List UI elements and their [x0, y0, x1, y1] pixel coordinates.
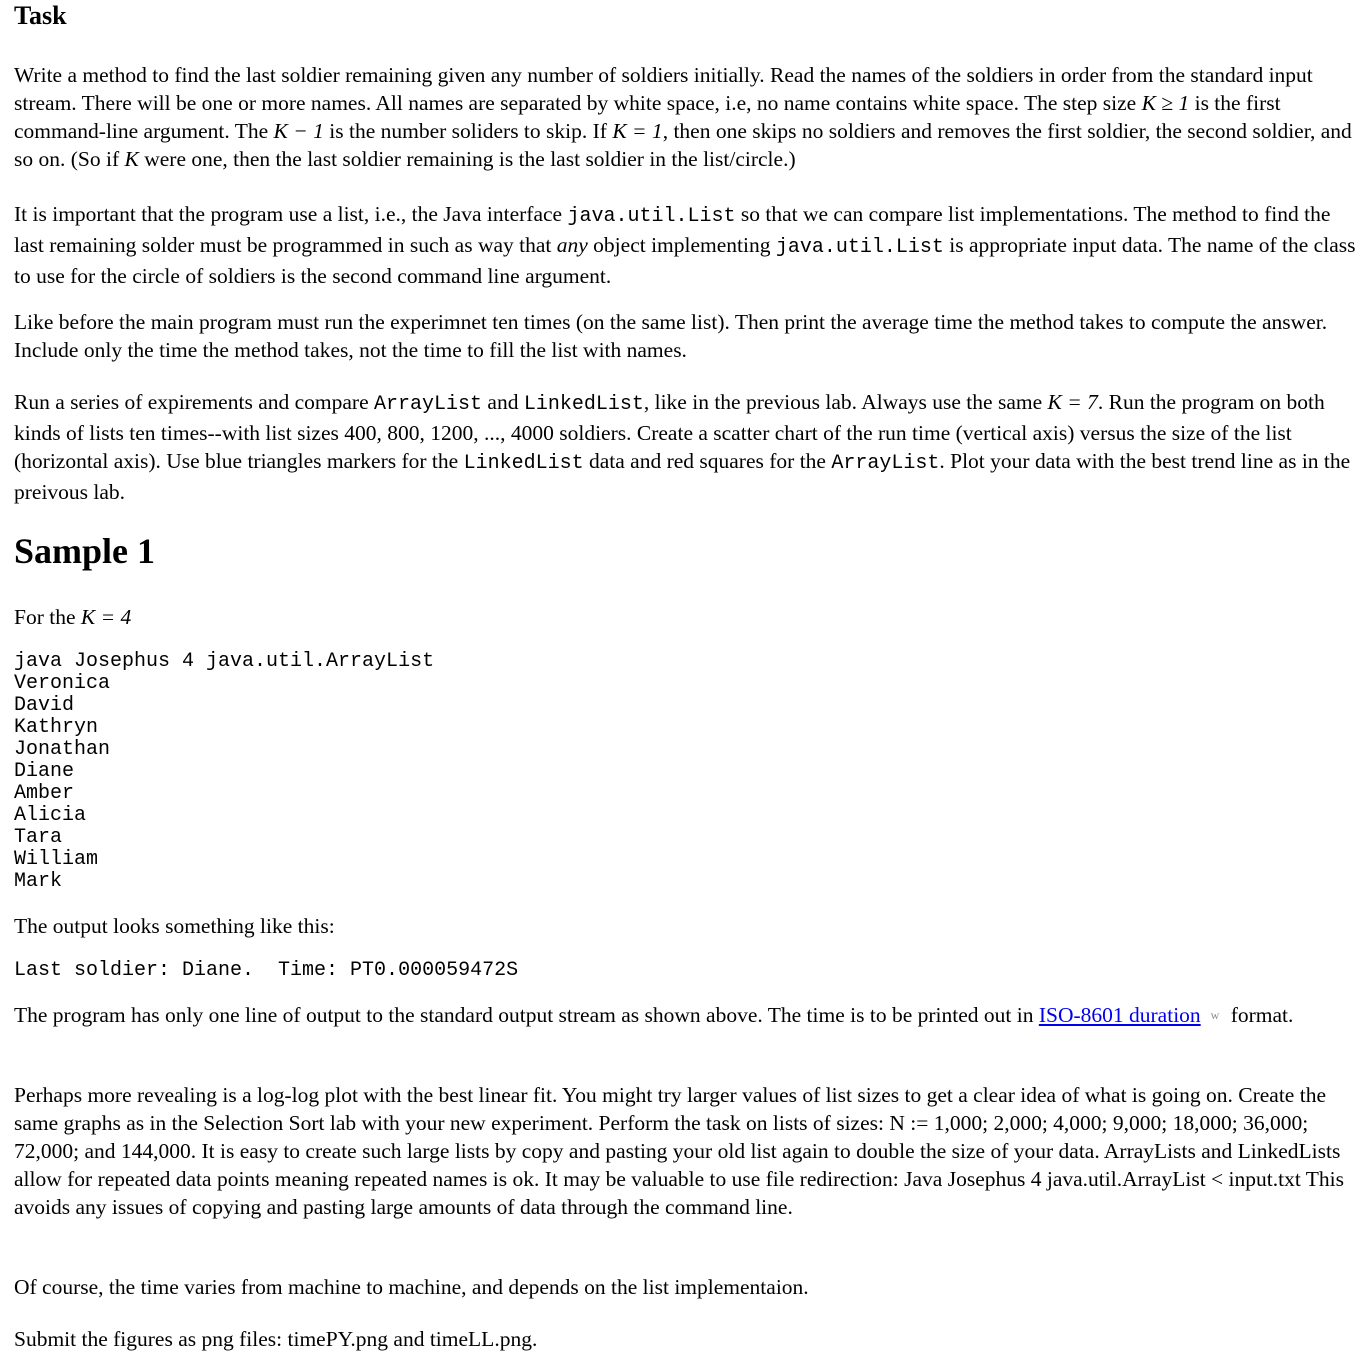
math-k-minus-1: K − 1	[273, 119, 324, 143]
code-java-util-list: java.util.List	[775, 236, 944, 259]
soldier-name: Tara	[14, 826, 63, 849]
soldier-name: Jonathan	[14, 738, 111, 761]
math-k: K	[124, 147, 139, 171]
soldier-name: Amber	[14, 782, 75, 805]
math-k-ge-1: K ≥ 1	[1141, 91, 1190, 115]
soldier-name: Kathryn	[14, 716, 99, 739]
sample-intro: For the K = 4	[14, 605, 132, 629]
code-linkedlist: LinkedList	[523, 393, 644, 416]
soldier-name: Alicia	[14, 804, 87, 827]
soldier-name: William	[14, 848, 99, 871]
code-java-util-list: java.util.List	[567, 205, 736, 228]
sample-heading: Sample 1	[14, 531, 156, 571]
task-paragraph-1: Write a method to find the last soldier remaining given any number of soldiers initially. Read the names of the soldiers in order from the standard input stream. There will be one or more names. All names are separated by white space, i.e, no name contains white space. The step size K ≥ 1 is the first command-line argument. The K − 1 is the number soliders to skip. If K = 1, then one skips no soldiers and removes the first soldier, the second soldier, and so on. (So if K were one, then the last soldier remaining is the last soldier in the list/circle.)	[14, 63, 1352, 171]
command-line: java Josephus 4 java.util.ArrayList	[14, 650, 435, 673]
math-k-eq-4: K = 4	[80, 605, 132, 629]
machine-variance-paragraph: Of course, the time varies from machine to machine, and depends on the list implementaion.	[14, 1275, 809, 1299]
loglog-paragraph: Perhaps more revealing is a log-log plot with the best linear fit. You might try larger values of list sizes to get a clear idea of what is going on. Create the same graphs as in the Selection Sort lab with your new experiment. Perform the task on lists of sizes: N := 1,000; 2,000; 4,000; 9,000; 18,000; 36,000; 72,000; and 144,000. It is easy to create such large lists by copy and pasting your old list again to double the size of your data. ArrayLists and LinkedLists allow for repeated data points meaning repeated names is ok. It may be valuable to use file redirection: Java Josephus 4 java.util.ArrayList < input.txt This avoids any issues of copying and pasting large amounts of data through the command line.	[14, 1083, 1345, 1219]
output-intro: The output looks something like this:	[14, 914, 335, 938]
task-paragraph-3: Like before the main program must run the experimnet ten times (on the same list). Then print the average time the method takes to compute the answer. Include only the time the method takes, not the time to fill the list with names.	[14, 310, 1328, 362]
task-paragraph-2: It is important that the program use a list, i.e., the Java interface java.util.List so that we can compare list implementations. The method to find the last remaining solder must be programmed in such as way that any object implementing java.util.List is appropriate input data. The name of the class to use for the circle of soldiers is the second command line argument.	[14, 202, 1356, 288]
emphasis-any: any	[556, 233, 588, 257]
submit-instructions: Submit the figures as png files: timePY.png and timeLL.png.	[14, 1327, 538, 1351]
wikipedia-icon[interactable]: w	[1210, 1008, 1220, 1022]
task-heading: Task	[14, 1, 67, 30]
soldier-name: Veronica	[14, 672, 111, 695]
soldier-name: Diane	[14, 760, 75, 783]
code-linkedlist: LinkedList	[463, 452, 584, 475]
math-k-eq-1: K = 1	[612, 119, 663, 143]
math-k-eq-7: K = 7	[1047, 390, 1098, 414]
sample-output-line: Last soldier: Diane. Time: PT0.000059472S	[14, 959, 519, 982]
soldier-name: Mark	[14, 870, 63, 893]
task-paragraph-4: Run a series of expirements and compare ArrayList and LinkedList, like in the previous lab. Always use the same K = 7. Run the program on both kinds of lists ten times--with list sizes 400, 800, 1200, ..., 4000 soldiers. Create a scatter chart of the run time (vertical axis) versus the size of the list (horizontal axis). Use blue triangles markers for the LinkedList data and red squares for the ArrayList. Plot your data with the best trend line as in the preivous lab.	[14, 390, 1351, 504]
output-description: The program has only one line of output to the standard output stream as shown above. The time is to be printed out in ISO-8601 duration w format.	[14, 1003, 1294, 1027]
sample-input-block	[14, 651, 434, 893]
iso-8601-duration-link[interactable]: ISO-8601 duration	[1038, 1003, 1201, 1027]
code-arraylist: ArrayList	[831, 452, 940, 475]
soldier-name: David	[14, 694, 75, 717]
code-arraylist: ArrayList	[374, 393, 483, 416]
